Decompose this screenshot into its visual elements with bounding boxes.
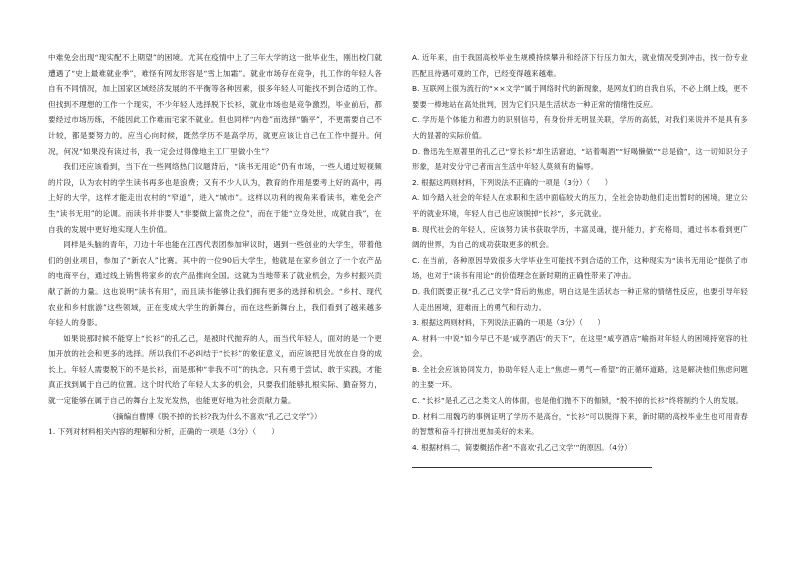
question-1-option-d: D. 鲁迅先生原著里的孔乙己“穿长衫”却生活窘迫，“站着喝酒”“好喝懒做”“总是偷”，这一切知识分子形象，是对安分守己者而言生活中年轻人莫须有的偏辱。 [412, 146, 748, 172]
material-paragraph-2: 我们还应该看到，当下在一些网络热门议题背后，“读书无用论”仍有市场，一些人通过短视频的片段，认为农村的学生读书再多也是浪费；又有不少人认为，教育的作用是要考上好的高中，再上好的大学，这样才能走出农村的“窄道”，进入“城市”。这样以功利的视角来看读书，难免会产生“读书无用”的论调。而读书并非要人“非要做上富贵之位”，而在于能“立身处世，成就自我”，在自我的发展中更好地实现人生价值。 [48, 162, 382, 234]
question-2-option-d: D. 我们既要正视“孔乙己文学”背后的焦虑，明白这是生活状态一种正常的情绪性反应，也要引导年轻人走出困境，迎难而上的勇气和行动力。 [412, 286, 748, 312]
answer-line[interactable] [412, 467, 652, 468]
question-2-option-c: C. 在当前，各种原因导致很多大学毕业生可能找不到合适的工作，这种现实为“读书无用论”提供了市场，也对于“读书有用论”的价值理念在新时期的正确性带来了冲击。 [412, 255, 748, 281]
question-2-option-b: B. 现代社会的年轻人，应该努力读书获取学历，丰富灵魂，提升能力，扩充格局，通过书本看到更广阔的世界，为自己的成功获取更多的机会。 [412, 224, 748, 250]
question-4-stem: 4. 根据材料二，简要概括作者“不喜欢‘孔乙己文学’”的原因。（4分） [412, 442, 632, 452]
question-1-option-b: B. 互联网上很为流行的“××文学”属于网络时代的新现象，是网友们的自我自乐，不必上纲上线，更不要要一棒地站在高处批判，因为它们只是生活状态一种正常的情绪性反应。 [412, 84, 748, 109]
question-3-option-c: C. “长衫”是孔乙己之类文人的体面，也是他们抛不下的伽锁，“脱不掉的长衫”终将制约个人的发展。 [412, 396, 744, 406]
question-3-option-d: D. 材料二用魏巧的事例证明了学历不是高台，“长衫”可以脱得下来，新时期的高校毕业生也可用青春的智慧和奋斗打拼出更加美好的未来。 [412, 411, 748, 437]
material-paragraph-4: 如果说那时候不能穿上“长衫”的孔乙己，是被时代抛弃的人，而当代年轻人，面对的是一个更加开放的社会和更多的选择。所以我们不必纠结于“长衫”的象征意义，而应该把目光放在自身的成长上。年轻人需要脱下的不是长衫，而是那种“非我不可”的执念。只有勇于尝试、敢于实践，才能真正找到属于自己的位置。这个时代给了年轻人太多的机会，只要我们能够扎根实际、勤奋努力，就一定能够在属于自己的舞台上发光发热，也能更好地为社会贡献力量。 [48, 333, 382, 406]
reading-material-column [48, 50, 382, 440]
questions-column [412, 50, 748, 468]
material-paragraph-3: 同样是头脑的青年，刀边十年也能在江西代表团参加审议时，遇到一些创业的大学生，带着他们的创业项目，参加了“新农人”比赛。其中的一位90后大学生，他就是在家乡创立了一个农产品的电商平台，通过线上销售将家乡的农产品推向全国。这就为当地带来了就业机会，为乡村振兴贡献了新的力量。这也说明“读书有用”，而且读书能够让我们拥有更多的选择和机会。“乡村、现代农业和乡村旅游”这些领域，正在变成大学生的新舞台，而在这些新舞台上，我们看到了越来越多年轻人的身影。 [48, 240, 382, 328]
question-1-option-a: A. 近年来，由于我国高校毕业生规模持续攀升和经济下行压力加大，就业情况受到冲击，找一份专业匹配且待遇可观的工作，已经变得越来越难。 [412, 53, 748, 78]
material-source: （摘编自曹博《脱不掉的长衫?我为什么不喜欢“孔乙己文学”》） [108, 411, 322, 421]
question-3-option-a: A. 材料一中说“如今早已不是‘咸亨酒店’的天下”，在这里“咸亨酒店”喻指对年轻人的困境持宽容的社会。 [412, 333, 748, 359]
question-1-stem: 1. 下列对材料相关内容的理解和分析，正确的一项是（3分）（ ） [48, 427, 279, 437]
question-1-option-c: C. 学历是个体能力和潜力的识别信号，有身份并无明显关联，学历的高低，对我们来说并不是具有多大的显著的实际价值。 [412, 115, 748, 140]
question-3-option-b: B. 全社会应该协同发力，协助年轻人走上“焦虑—勇气—希望”的正循环道路，这是解决他们焦虑问题的主要一环。 [412, 364, 748, 390]
question-2-stem: 2. 根据这两则材料，下列说法不正确的一项是（3分）（ ） [412, 177, 612, 187]
question-3-stem: 3. 根据这两则材料，下列说法正确的一项是（3分）（ ） [412, 318, 605, 328]
question-2-option-a: A. 如今踏入社会的年轻人在求职和生活中面临较大的压力，全社会协助他们走出暂时的困境，建立公平的就业环境，年轻人自己也应该脱掉“长衫”，多元就业。 [412, 193, 748, 218]
material-paragraph-1: 中难免会出现“现实配不上期望”的困境。尤其在疫情中上了三年大学的这一批毕业生，刚出校门就遭遇了“史上最难就业季”，难怪有网友形容是“雪上加霜”。就业市场存在竞争，扎工作的年轻人各自有不同情况，加上国家区域经济发展的不平衡等各种因素，很多年轻人可能找不到合适的工作。但找到不理想的工作一个现实，不少年轻人选择脱下长衫，就业市场也是竞争激烈，毕业前后，都要经过市场历练，不能因此工作难而宅家不就业。但也同样“内卷”而选择“躺平”，不更需要自己不计较，都是要努力的。应当心向时候，既然学历不是高学历，就更应该让自己在工作中提升。何况，何况“如果没有读过书，我一定会过得像地主工厂里做小生”？ [48, 53, 382, 156]
